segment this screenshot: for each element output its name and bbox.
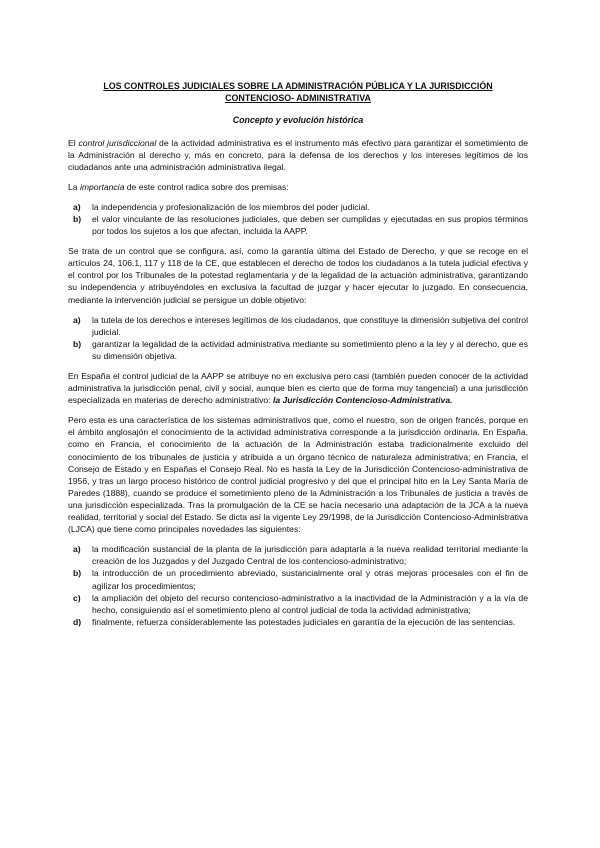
- p4-emphasis: la Jurisdicción Contencioso-Administrativa.: [272, 395, 453, 406]
- list-item: [68, 314, 528, 338]
- p2-post: de este control radica sobre dos premisas:: [124, 181, 289, 192]
- list-item: [68, 213, 528, 237]
- title-line-2: CONTENCIOSO- ADMINISTRATIVA: [225, 93, 371, 104]
- list-item-text: garantizar la legalidad de la actividad administrativa mediante su sometimiento pleno a la ley y al derecho, que es su dimensión objetiva.: [92, 338, 528, 361]
- p2-pre: La: [68, 181, 80, 192]
- list-item: [68, 543, 528, 567]
- paragraph-2: [68, 181, 528, 193]
- list-item-text: la ampliación del objeto del recurso contencioso-administrativo a la inactividad de la Administración y a la vía de hecho, consiguiendo así el sometimiento pleno al control judicial de toda la actividad administrativa;: [92, 592, 528, 615]
- list-item-text: la modificación sustancial de la planta de la jurisdicción para adaptarla a la nueva realidad territorial mediante la creación de los Juzgados y del Juzgado Central de los contencioso-administrativo;: [92, 544, 528, 567]
- list-item-text: la introducción de un procedimiento abreviado, sustancialmente oral y otras mejoras procesales con el fin de agilizar los procedimientos;: [92, 568, 528, 591]
- list-marker: b): [73, 213, 82, 224]
- p1-pre: El: [68, 137, 79, 148]
- section-subtitle: Concepto y evolución histórica: [232, 115, 364, 126]
- p1-emphasis: control jurisdiccional: [78, 137, 157, 148]
- list-marker: b): [73, 338, 82, 349]
- document-title: [68, 80, 528, 104]
- list-item-text: el valor vinculante de las resoluciones judiciales, que deben ser cumplidas y ejecutadas en sus propios términos por todos los sujetos a los que afectan, incluida la AAPP.: [92, 213, 528, 237]
- p2-emphasis: importancia: [79, 181, 125, 192]
- paragraph-3: Se trata de un control que se configura, así, como la garantía última del Estado de Derecho, y que se recoge en el artículos 24, 106.1, 117 y 118 de la CE, que establecen el derecho de todos los ciudadanos a la tutela judicial efectiva y el control por los Tribunales de la potestad reglamentaria y de la legalidad de la actuación administrativa, garantizando su independencia y atribuyéndoles en exclusiva la facultad de juzgar y hacer ejecutar lo juzgado. En consecuencia, mediante la intervención judicial se persigue un doble objetivo:: [68, 246, 528, 305]
- list-item-text: la independencia y profesionalización de los miembros del poder judicial.: [92, 201, 370, 212]
- paragraph-1: [68, 137, 528, 173]
- list-novedades: [68, 543, 528, 628]
- list-marker: d): [73, 616, 82, 627]
- list-item: [68, 592, 528, 616]
- paragraph-5: Pero esta es una característica de los sistemas administrativos que, como el nuestro, son de origen francés, porque en el ámbito anglosajón el conocimiento de la actividad administrativa corresponde a la jurisdicción ordinaria. En España, como en Francia, el conocimiento de la actuación de la Administración estaba tradicionalmente excluido del conocimiento de los tribunales de justicia y atribuida a un órgano técnico de naturaleza administrativa; en Francia, el Consejo de Estado y en Españas el Consejo Real. No es hasta la Ley de la Jurisdicción Contencioso-administrativa de 1956, y tras un largo proceso histórico de control judicial progresivo y del que el principal hito en la Ley Santa María de Paredes (1888), cuando se produce el sometimiento pleno de la Administración a los Tribunales de justicia a través de una jurisdicción especializada. Tras la promulgación de la CE se hacía necesario una adaptación de la JCA a la nueva realidad, territorial y social del Estado. Se dicta así la vigente Ley 29/1998, de la Jurisdicción Contencioso-Administrativa (LJCA) que tiene como principales novedades las siguientes:: [68, 415, 528, 535]
- list-item: [68, 201, 528, 213]
- list-item-text: finalmente, refuerza considerablemente las potestades judiciales en garantía de la ejecución de las sentencias.: [92, 616, 516, 627]
- p4-pre: En España el control judicial de la AAPP se atribuye no en exclusiva pero casi (también pueden conocer de la actividad administrativa la jurisdicción penal, civil y social, aunque bien es cierto que de forma muy tangencial) a una jurisdicción especializada en materias de derecho administrativo:: [68, 371, 528, 406]
- title-line-1: LOS CONTROLES JUDICIALES SOBRE LA ADMINISTRACIÓN PÚBLICA Y LA JURISDICCIÓN: [103, 81, 493, 91]
- list-marker: a): [73, 314, 81, 325]
- list-marker: b): [73, 568, 82, 579]
- paragraph-4: [68, 370, 528, 406]
- list-item: [68, 567, 528, 591]
- list-marker: a): [73, 544, 81, 555]
- list-objetivos: [68, 314, 528, 362]
- list-marker: c): [73, 592, 81, 603]
- list-item-text: la tutela de los derechos e intereses legítimos de los ciudadanos, que constituye la dimensión subjetiva del control judicial.: [92, 314, 528, 337]
- list-item: [68, 338, 528, 362]
- list-marker: a): [73, 201, 81, 212]
- list-premisas: [68, 201, 528, 237]
- p1-post: de la actividad administrativa es el instrumento más efectivo para garantizar el sometimiento de la Administración al derecho y, más en concreto, para la defensa de los derechos y los intereses legítimos de los ciudadanos ante una administración administrativa ilegal.: [68, 137, 528, 172]
- list-item: [68, 616, 528, 628]
